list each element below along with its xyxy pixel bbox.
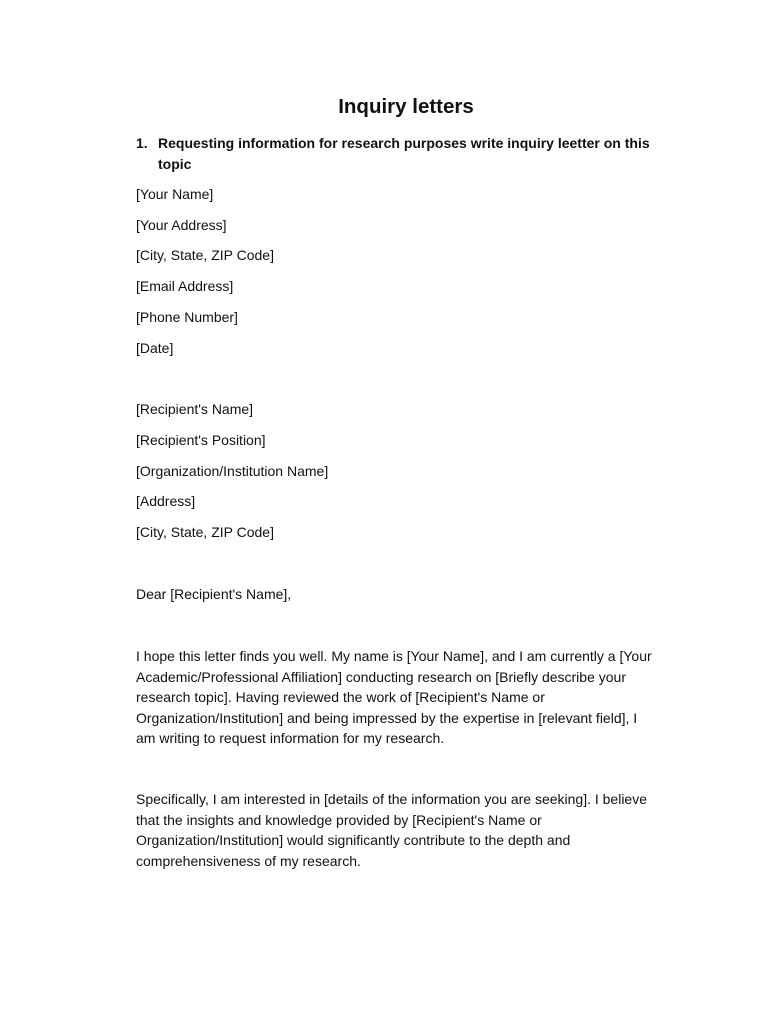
paragraph-line: Organization/Institution] and being impressed by the expertise in [relevant field], I xyxy=(136,709,638,726)
paragraph-line: Specifically, I am interested in [details of the information you are seeking]. I believe xyxy=(136,791,648,807)
numbered-heading xyxy=(136,133,676,174)
sender-name: [Your Name] xyxy=(136,186,214,202)
recipient-position: [Recipient's Position] xyxy=(136,432,266,448)
heading-text: Requesting information for research purposes write inquiry leetter on this topic xyxy=(158,135,650,172)
paragraph-line: that the insights and knowledge provided by [Recipient's Name or xyxy=(136,811,542,828)
recipient-name: [Recipient's Name] xyxy=(136,401,254,417)
sender-email: [Email Address] xyxy=(136,278,234,294)
list-number: 1. xyxy=(136,135,148,151)
paragraph-line: research topic]. Having reviewed the work of [Recipient's Name or xyxy=(136,689,545,705)
salutation: Dear [Recipient's Name], xyxy=(136,586,292,602)
letter-date: [Date] xyxy=(136,340,174,356)
recipient-city-state-zip: [City, State, ZIP Code] xyxy=(136,524,274,540)
recipient-address: [Address] xyxy=(136,493,196,509)
sender-city-state-zip: [City, State, ZIP Code] xyxy=(136,247,274,263)
paragraph-line: Academic/Professional Affiliation] conducting research on [Briefly describe your xyxy=(136,668,626,685)
recipient-organization: [Organization/Institution Name] xyxy=(136,463,329,479)
paragraph-line: comprehensiveness of my research. xyxy=(136,852,361,869)
paragraph-line: am writing to request information for my research. xyxy=(136,730,445,746)
sender-address: [Your Address] xyxy=(136,217,227,233)
document-title: Inquiry letters xyxy=(338,95,474,118)
sender-phone: [Phone Number] xyxy=(136,309,238,325)
paragraph-line: Organization/Institution] would significantly contribute to the depth and xyxy=(136,832,571,848)
paragraph-line: I hope this letter finds you well. My name is [Your Name], and I am currently a [Your xyxy=(136,648,652,664)
body-paragraph-1 xyxy=(136,646,676,749)
body-paragraph-2 xyxy=(136,789,676,871)
